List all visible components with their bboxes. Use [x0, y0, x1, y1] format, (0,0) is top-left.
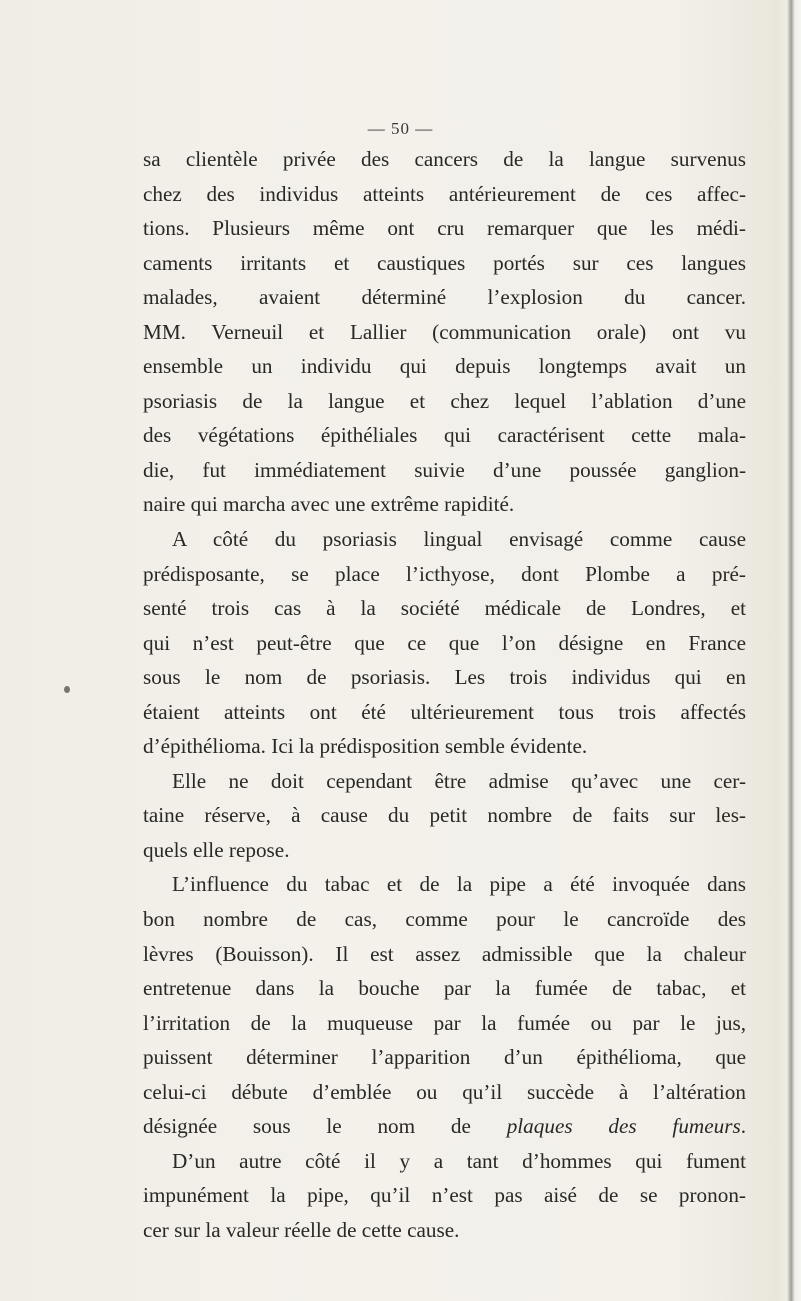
- text-line: [143, 1109, 746, 1144]
- text-line: MM. Verneuil et Lallier (communication orale) ont vu: [143, 319, 746, 344]
- body-text: [143, 142, 746, 1248]
- text-line: sous le nom de psoriasis. Les trois individus qui en: [143, 665, 746, 690]
- text-line: qui n’est peut-être que ce que l’on désigne en France: [143, 630, 746, 655]
- text-line: tions. Plusieurs même ont cru remarquer que les médi-: [143, 216, 746, 241]
- text-line: chez des individus atteints antérieurement de ces affec-: [143, 181, 746, 206]
- text-line: sa clientèle privée des cancers de la langue survenus: [143, 147, 746, 171]
- ink-speck: [64, 686, 70, 693]
- text-line: impunément la pipe, qu’il n’est pas aisé de se pronon-: [143, 1183, 746, 1208]
- text-line: étaient atteints ont été ultérieurement tous trois affectés: [143, 699, 746, 724]
- text-line: l’irritation de la muqueuse par la fumée ou par le jus,: [143, 1010, 746, 1035]
- page-binding-edge: [787, 0, 801, 1301]
- text-line: des végétations épithéliales qui caractérisent cette mala-: [143, 423, 746, 448]
- text-line: d’épithélioma. Ici la prédisposition semble évidente.: [143, 734, 588, 759]
- text-line: entretenue dans la bouche par la fumée de tabac, et: [143, 976, 746, 1001]
- page-number: — 50 —: [367, 119, 434, 138]
- italic-phrase: plaques des fumeurs: [506, 1114, 741, 1139]
- text-line: psoriasis de la langue et chez lequel l’ablation d’une: [143, 388, 746, 413]
- text-line-segment: désignée sous le nom de: [143, 1114, 507, 1139]
- text-line: L’influence du tabac et de la pipe a été invoquée dans: [172, 872, 746, 897]
- text-line: cer sur la valeur réelle de cette cause.: [143, 1217, 460, 1242]
- text-line: D’un autre côté il y a tant d’hommes qui fument: [172, 1148, 746, 1173]
- text-line: Elle ne doit cependant être admise qu’avec une cer-: [172, 768, 746, 793]
- text-line: die, fut immédiatement suivie d’une poussée ganglion-: [143, 457, 746, 482]
- text-line: ensemble un individu qui depuis longtemps avait un: [143, 354, 746, 379]
- text-line: celui-ci débute d’emblée ou qu’il succède à l’altération: [143, 1079, 746, 1104]
- paragraph-block: [143, 1144, 746, 1248]
- text-line: prédisposante, se place l’icthyose, dont Plombe a pré-: [143, 561, 746, 586]
- text-line: taine réserve, à cause du petit nombre de faits sur les-: [143, 803, 746, 828]
- text-line: senté trois cas à la société médicale de Londres, et: [143, 596, 746, 621]
- text-line: naire qui marcha avec une extrême rapidité.: [143, 492, 515, 517]
- text-line: A côté du psoriasis lingual envisagé comme cause: [172, 527, 746, 552]
- text-line: malades, avaient déterminé l’explosion du cancer.: [143, 285, 746, 310]
- text-line: quels elle repose.: [143, 837, 290, 862]
- text-line: lèvres (Bouisson). Il est assez admissible que la chaleur: [143, 941, 746, 966]
- text-line: bon nombre de cas, comme pour le cancroïde des: [143, 907, 746, 932]
- text-line: caments irritants et caustiques portés sur ces langues: [143, 250, 746, 275]
- paragraph-block: [143, 142, 746, 1109]
- text-line-segment: .: [740, 1114, 746, 1139]
- text-line: puissent déterminer l’apparition d’un épithélioma, que: [143, 1045, 746, 1070]
